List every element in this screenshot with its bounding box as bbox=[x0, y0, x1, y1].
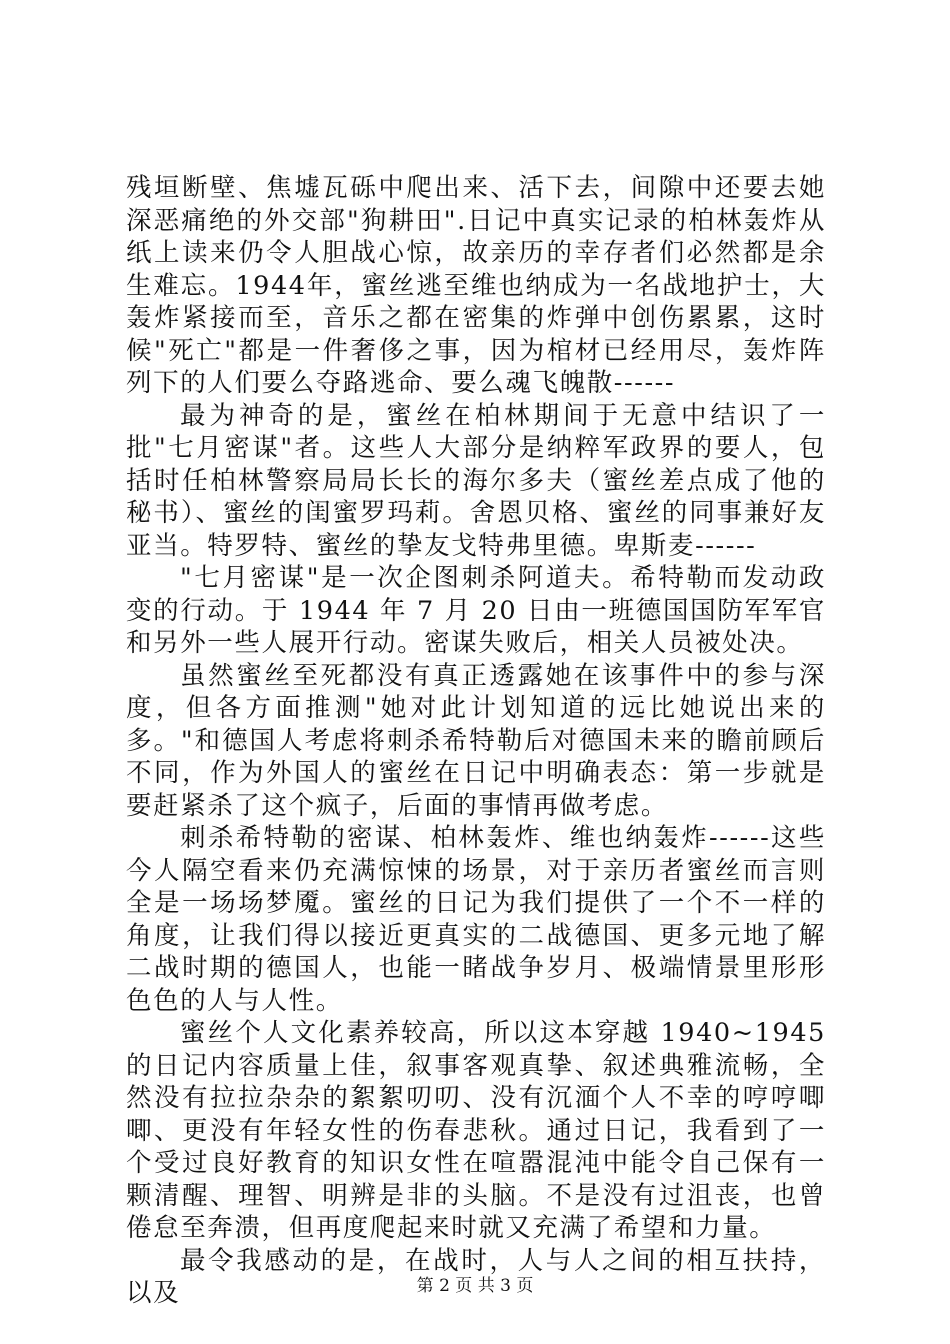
paragraph-3: "七月密谋"是一次企图刺杀阿道夫。希特勒而发动政变的行动。于 1944 年 7 月 20 日由一班德国国防军军官和另外一些人展开行动。密谋失败后，相关人员被处决。 bbox=[126, 563, 826, 658]
page-number-footer: 第 2 页 共 3 页 bbox=[416, 1276, 534, 1296]
paragraph-5: 刺杀希特勒的密谋、柏林轰炸、维也纳轰炸------这些今人隔空看来仍充满惊悚的场景，对于亲历者蜜丝而言则全是一场场梦魇。蜜丝的日记为我们提供了一个不一样的角度，让我们得以接近更真实的二战德国、更多元地了解二战时期的德国人，也能一睹战争岁月、极端情景里形形色色的人与人性。 bbox=[126, 823, 826, 1016]
paragraph-1: 残垣断壁、焦墟瓦砾中爬出来、活下去，间隙中还要去她深恶痛绝的外交部"狗耕田".日记中真实记录的柏林轰炸从纸上读来仍令人胆战心惊，故亲历的幸存者们必然都是余生难忘。1944年，蜜丝逃至维也纳成为一名战地护士，大轰炸紧接而至，音乐之都在密集的炸弹中创伤累累，这时候"死亡"都是一件奢侈之事，因为棺材已经用尽，轰炸阵列下的人们要么夺路逃命、要么魂飞魄散------ bbox=[126, 173, 826, 398]
paragraph-4: 虽然蜜丝至死都没有真正透露她在该事件中的参与深度，但各方面推测"她对此计划知道的远比她说出来的多。"和德国人考虑将刺杀希特勒后对德国未来的瞻前顾后不同，作为外国人的蜜丝在日记中明确表态：第一步就是要赶紧杀了这个疯子，后面的事情再做考虑。 bbox=[126, 660, 826, 821]
document-body bbox=[126, 172, 826, 1310]
paragraph-7: 最令我感动的是，在战时，人与人之间的相互扶持，以及 bbox=[126, 1245, 826, 1308]
paragraph-2: 最为神奇的是，蜜丝在柏林期间于无意中结识了一批"七月密谋"者。这些人大部分是纳粹军政界的要人，包括时任柏林警察局局长长的海尔多夫（蜜丝差点成了他的秘书）、蜜丝的闺蜜罗玛莉。舍恩贝格、蜜丝的同事兼好友亚当。特罗特、蜜丝的挚友戈特弗里德。卑斯麦------ bbox=[126, 400, 826, 561]
paragraph-6: 蜜丝个人文化素养较高，所以这本穿越 1940~1945 的日记内容质量上佳，叙事客观真挚、叙述典雅流畅，全然没有拉拉杂杂的絮絮叨叨、没有沉湎个人不幸的哼哼唧唧、更没有年轻女性的伤春悲秋。通过日记，我看到了一个受过良好教育的知识女性在喧嚣混沌中能令自己保有一颗清醒、理智、明辨是非的头脑。不是没有过沮丧，也曾倦怠至奔溃，但再度爬起来时就又充满了希望和力量。 bbox=[126, 1018, 826, 1243]
